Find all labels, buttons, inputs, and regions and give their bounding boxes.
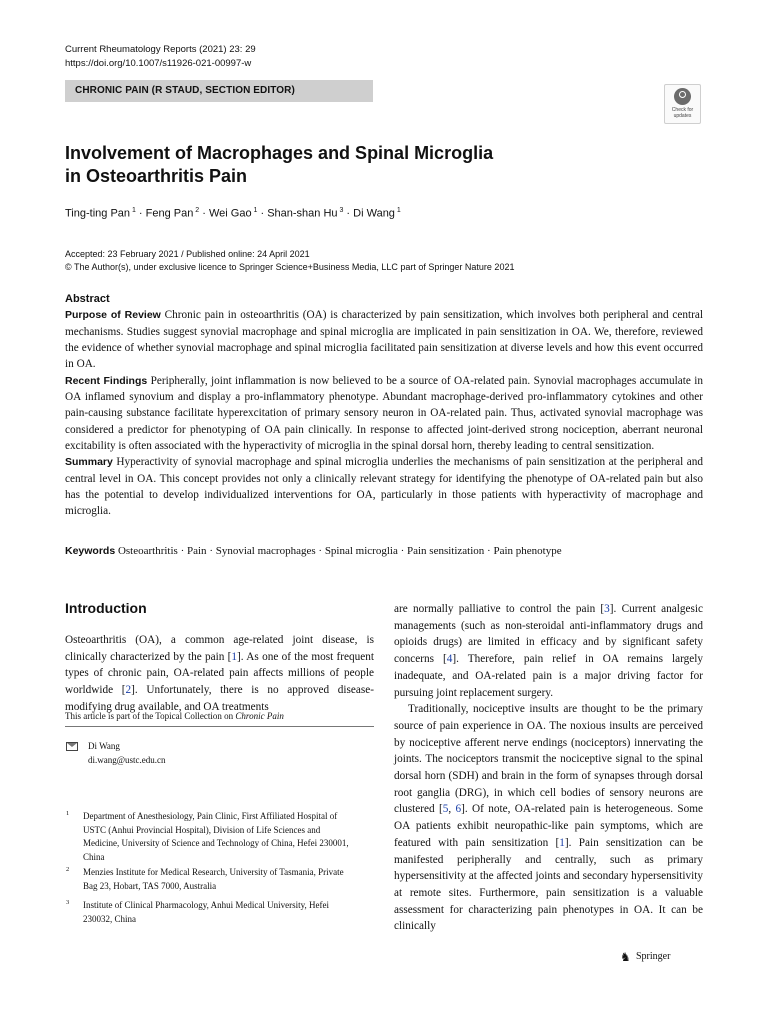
corresponding-author (88, 739, 166, 767)
author-name[interactable]: Di Wang (353, 207, 395, 220)
affiliation-3: Institute of Clinical Pharmacology, Anhui Medical University, Hefei 230032, China (83, 900, 330, 924)
springer-horse-icon: ♞ (620, 950, 631, 964)
publisher-logo: Springer (636, 951, 671, 962)
left-column (65, 632, 374, 716)
contact-email[interactable]: di.wang@ustc.edu.cn (88, 755, 166, 765)
affiliation-2: Menzies Institute for Medical Research, University of Tasmania, Private Bag 23, Hobart, TAS 7000, Australia (83, 867, 344, 891)
intro-paragraph-1-cont: are normally palliative to control the pain [3]. Current analgesic managements (such as non-steroidal anti-inflammatory drugs and opioids drugs) are limited in efficacy and by significant safety concerns [4]. Therefore, pain relief in OA remains largely inadequate, and OA-related pain is a major driving factor for pursuing joint replacement surgery. (394, 603, 703, 699)
author-affiliation-mark: 3 (337, 207, 344, 214)
copyright: © The Author(s), under exclusive licence to Springer Science+Business Media, LLC part of Springer Nature 2021 (65, 262, 515, 272)
summary-label: Summary (65, 456, 113, 469)
check-updates-icon (674, 88, 691, 105)
keyword[interactable]: Pain phenotype (493, 545, 562, 557)
check-updates-line1: Check for (671, 107, 694, 113)
author-affiliation-mark: 2 (193, 207, 200, 214)
journal-name: Current Rheumatology Reports (2021) 23: 29 (65, 44, 256, 55)
keyword[interactable]: Pain (187, 545, 207, 557)
dates: Accepted: 23 February 2021 / Published online: 24 April 2021 (65, 249, 310, 259)
citation-link[interactable]: 6 (455, 803, 462, 816)
purpose-label: Purpose of Review (65, 309, 161, 322)
keyword-separator: · (397, 545, 407, 557)
keywords-label: Keywords (65, 545, 116, 557)
citation-link[interactable]: 2 (125, 684, 132, 697)
citation-link[interactable]: 4 (446, 653, 453, 666)
publication-info (65, 248, 514, 274)
keyword[interactable]: Synovial macrophages (215, 545, 316, 557)
author-separator: · (199, 207, 209, 220)
abstract-heading: Abstract (65, 293, 110, 305)
affiliation-number: 1 (66, 810, 70, 817)
author-name[interactable]: Wei Gao (208, 207, 252, 220)
keyword-separator: · (484, 545, 494, 557)
findings-label: Recent Findings (65, 374, 148, 387)
keyword[interactable]: Osteoarthritis (117, 545, 178, 557)
author-name[interactable]: Feng Pan (145, 207, 194, 220)
purpose-text: Chronic pain in osteoarthritis (OA) is characterized by pain sensitization, which involves both peripheral and central mechanisms. Studies suggest synovial macrophage and spinal microglia are implicated in pain sensitization in OA. We, therefore, reviewed the evidence of whether synovial macrophage and spinal microglia facilitated pain sensitization at diverse levels and how this event occurred in OA. (65, 309, 704, 371)
keyword-list (118, 545, 562, 557)
intro-paragraph-2: Traditionally, nociceptive insults are thought to be the primary source of pain experience in OA. The noxious insults are perceived by nociceptive afferent nerve endings (nociceptors) innervating the joints. The nociceptors transmit the nociceptive signal to the spinal dorsal horn (SDH) and brain in the form of synapses through dorsal root ganglia (DRG), in which cell bodies of sensory neurons are clustered [5, 6]. Of note, OA-related pain is heterogeneous. Some OA patients exhibit neuropathic-like pain symptoms, which are featured with pain sensitization [1]. Pain sensitization can be manifested peripherally and centrally, such as primary hypersensitivity at the affected joints and secondary hypersensitivity at remote sites. Furthermore, pain sensitization is a valuable assessment for characterizing pain phenotypes in OA. It can be clinically (394, 703, 704, 933)
right-column (394, 601, 703, 935)
findings-text: Peripherally, joint inflammation is now believed to be a source of OA-related pain. Synovial macrophages accumulate in OA inflamed synovium and display a pro-inflammatory phenotype. Abundant macrophage-derived pro-inflammatory cytokines and other pain-causing substance facilitate hyperexcitation of primary sensory neuron in OA-related pain. Thus, activated synovial macrophage was considered a predictor for phenotyping of OA pain clinically. In response to affected joint-derived strong nociception, aberrant neuronal excitability is often associated with the hyperactivity of microglia in the spinal dorsal horn, thereby leading to central sensitization. (65, 374, 703, 453)
abstract (65, 291, 703, 520)
footnote-divider (65, 726, 374, 727)
intro-paragraph-1: Osteoarthritis (OA), a common age-related joint disease, is clinically characterized by the pain [1]. As one of the most frequent types of chronic pain, OA-related pain affects millions of people worldwide [2]. Unfortunately, there is no approved disease-modifying drug available, and OA treatments (65, 634, 374, 713)
affiliation-number: 3 (66, 899, 70, 906)
keyword-separator: · (177, 545, 187, 557)
author-affiliation-mark: 1 (251, 207, 258, 214)
author-separator: · (135, 207, 146, 220)
affiliation-1: Department of Anesthesiology, Pain Clinic, First Affiliated Hospital of USTC (Anhui Provincial Hospital), Division of Life Sciences and Medicine, University of Science and Technology of China, Hefei 230001, China (83, 811, 349, 862)
author-name[interactable]: Ting-ting Pan (65, 207, 131, 220)
citation-link[interactable]: 3 (604, 603, 610, 615)
abstract-summary (65, 454, 703, 519)
citation-link[interactable]: 5 (442, 803, 449, 816)
envelope-icon (66, 742, 78, 751)
contact-name: Di Wang (88, 741, 120, 751)
section-label: CHRONIC PAIN (R STAUD, SECTION EDITOR) (75, 85, 295, 96)
title-line-1: Involvement of Macrophages and Spinal Microglia (65, 143, 494, 163)
introduction-heading: Introduction (65, 600, 147, 616)
author-separator: · (343, 207, 354, 220)
doi-link[interactable]: https://doi.org/10.1007/s11926-021-00997-w (65, 58, 252, 69)
citation-link[interactable]: 1 (231, 650, 238, 663)
summary-text: Hyperactivity of synovial macrophage and spinal microglia underlies the mechanisms of pain sensitization at the peripheral and central level in OA. This concept provides not only a clinically relevant strategy for identifying the phenotype of OA-related pain but also has the potential to develop individualized interventions for OA, particularly in those patients with hyperactivity of macrophage and microglia. (65, 456, 704, 518)
author-list (65, 207, 401, 220)
keyword[interactable]: Pain sensitization (407, 545, 485, 557)
topical-collection-note: This article is part of the Topical Collection on Chronic Pain (65, 711, 284, 721)
title-line-2: in Osteoarthritis Pain (65, 166, 248, 186)
keywords (65, 545, 705, 557)
affiliation-number: 2 (66, 866, 70, 873)
check-for-updates-badge[interactable] (664, 84, 701, 124)
author-affiliation-mark: 1 (130, 207, 136, 214)
abstract-purpose (65, 307, 703, 372)
keyword-separator: · (206, 545, 216, 557)
keyword-separator: · (315, 545, 325, 557)
author-separator: · (257, 207, 268, 220)
article-title (65, 142, 625, 188)
keyword[interactable]: Spinal microglia (324, 545, 398, 557)
author-affiliation-mark: 1 (394, 207, 401, 214)
citation-link[interactable]: 1 (559, 836, 565, 849)
journal-citation (65, 43, 256, 71)
check-updates-line2: updates (673, 113, 692, 119)
author-name[interactable]: Shan-shan Hu (267, 207, 338, 220)
abstract-findings (65, 373, 703, 455)
